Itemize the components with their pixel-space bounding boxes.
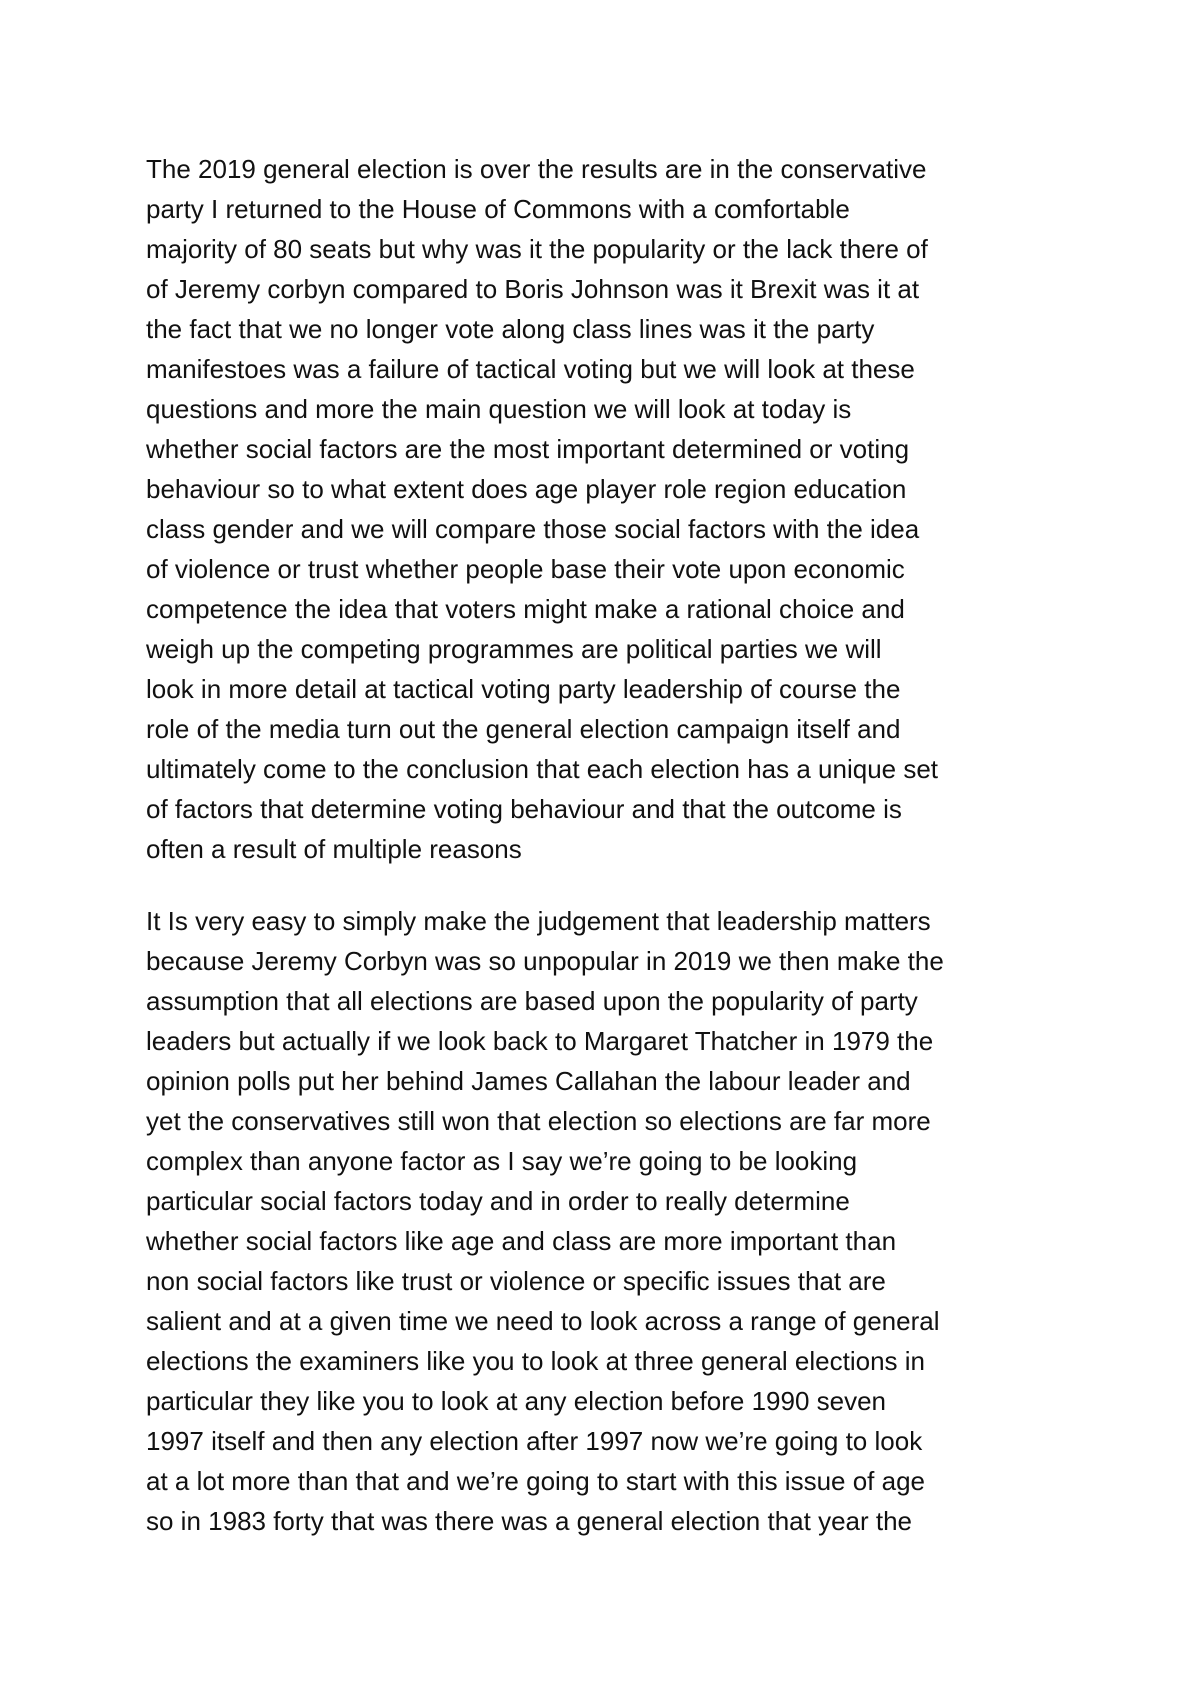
paragraph-line: yet the conservatives still won that election so elections are far more (146, 1106, 931, 1136)
paragraph-line: of Jeremy corbyn compared to Boris Johnson was it Brexit was it at (146, 274, 920, 304)
paragraph-1 (146, 149, 1106, 869)
paragraph-line: particular social factors today and in order to really determine (146, 1186, 850, 1216)
paragraph-line: weigh up the competing programmes are political parties we will (146, 634, 882, 664)
paragraph-2 (146, 901, 1106, 1541)
paragraph-line: manifestoes was a failure of tactical voting but we will look at these (146, 354, 915, 384)
paragraph-line: whether social factors like age and class are more important than (146, 1226, 897, 1256)
paragraph-line: elections the examiners like you to look at three general elections in (146, 1346, 925, 1376)
paragraph-line: leaders but actually if we look back to Margaret Thatcher in 1979 the (146, 1026, 934, 1056)
paragraph-line: whether social factors are the most important determined or voting (146, 434, 910, 464)
paragraph-line: party I returned to the House of Commons with a comfortable (146, 194, 850, 224)
paragraph-line: ultimately come to the conclusion that each election has a unique set (146, 754, 939, 784)
paragraph-line: The 2019 general election is over the results are in the conservative (146, 154, 927, 184)
paragraph-line: because Jeremy Corbyn was so unpopular in 2019 we then make the (146, 946, 944, 976)
paragraph-line: so in 1983 forty that was there was a general election that year the (146, 1506, 913, 1536)
paragraph-line: behaviour so to what extent does age player role region education (146, 474, 907, 504)
paragraph-line: non social factors like trust or violence or specific issues that are (146, 1266, 886, 1296)
paragraph-line: role of the media turn out the general election campaign itself and (146, 714, 901, 744)
paragraph-line: majority of 80 seats but why was it the popularity or the lack there of (146, 234, 928, 264)
paragraph-line: at a lot more than that and we’re going to start with this issue of age (146, 1466, 925, 1496)
paragraph-line: questions and more the main question we will look at today is (146, 394, 852, 424)
paragraph-line: opinion polls put her behind James Callahan the labour leader and (146, 1066, 911, 1096)
paragraph-line: particular they like you to look at any election before 1990 seven (146, 1386, 887, 1416)
paragraph-line: It Is very easy to simply make the judgement that leadership matters (146, 906, 931, 936)
paragraph-line: class gender and we will compare those social factors with the idea (146, 514, 920, 544)
paragraph-line: competence the idea that voters might make a rational choice and (146, 594, 905, 624)
paragraph-line: assumption that all elections are based upon the popularity of party (146, 986, 918, 1016)
paragraph-line: of factors that determine voting behaviour and that the outcome is (146, 794, 902, 824)
paragraph-line: complex than anyone factor as I say we’re going to be looking (146, 1146, 858, 1176)
paragraph-line: often a result of multiple reasons (146, 834, 522, 864)
paragraph-line: the fact that we no longer vote along class lines was it the party (146, 314, 875, 344)
paragraph-line: of violence or trust whether people base their vote upon economic (146, 554, 905, 584)
paragraph-line: look in more detail at tactical voting party leadership of course the (146, 674, 901, 704)
paragraph-line: 1997 itself and then any election after 1997 now we’re going to look (146, 1426, 923, 1456)
paragraph-line: salient and at a given time we need to look across a range of general (146, 1306, 940, 1336)
